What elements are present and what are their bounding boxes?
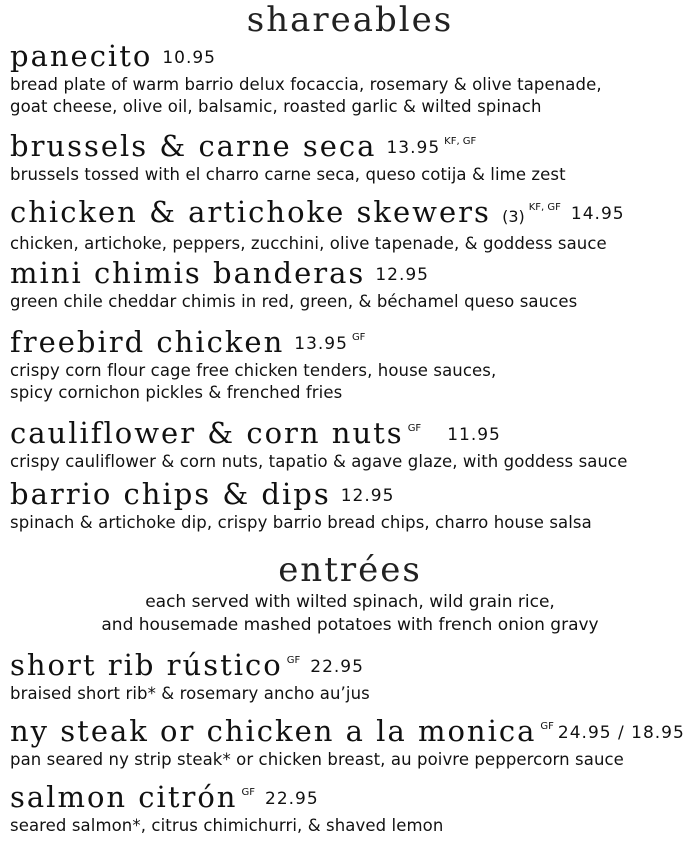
item-description-line-1: bread plate of warm barrio delux focaccia, rosemary & olive tapenade, — [10, 75, 602, 94]
item-price: 10.95 — [162, 48, 216, 68]
item-name: barrio chips & dips — [10, 477, 331, 511]
item-price: 11.95 — [447, 425, 501, 445]
item-name: chicken & artichoke skewers — [10, 195, 491, 229]
item-description-line-2: goat cheese, olive oil, balsamic, roasted garlic & wilted spinach — [10, 97, 542, 116]
item-name: brussels & carne seca — [10, 129, 377, 163]
dietary-tags: GF — [351, 332, 366, 343]
menu-item-freebird-chicken — [10, 322, 695, 404]
item-name: panecito — [10, 39, 153, 73]
item-description-line-1: brussels tossed with el charro carne seca, queso cotija & lime zest — [10, 165, 566, 184]
menu-item-salmon — [10, 777, 695, 837]
item-name: mini chimis banderas — [10, 256, 366, 290]
item-description-line-1: braised short rib* & rosemary ancho au’jus — [10, 684, 370, 703]
dietary-tags: KF, GF — [444, 136, 477, 147]
item-description-line-1: pan seared ny strip steak* or chicken breast, au poivre peppercorn sauce — [10, 750, 624, 769]
item-price: 13.95 — [386, 138, 441, 158]
item-name: salmon citrón — [10, 780, 238, 814]
item-price: 22.95 — [310, 657, 364, 677]
entrees-subtitle-line-1: each served with wilted spinach, wild grain rice, — [145, 592, 555, 612]
menu-item-short-rib — [10, 645, 695, 705]
shareables-heading: shareables — [246, 0, 454, 40]
item-description-line-2: spicy cornichon pickles & frenched fries — [10, 383, 343, 402]
menu-item-chips-dips — [10, 478, 695, 534]
item-description-line-1: spinach & artichoke dip, crispy barrio bread chips, charro house salsa — [10, 513, 592, 532]
entrees-heading: entrées — [278, 550, 422, 590]
item-price: 12.95 — [375, 265, 429, 285]
dietary-tags: GF — [407, 423, 422, 434]
item-price: 22.95 — [265, 789, 319, 809]
menu-item-cauliflower — [10, 413, 695, 473]
entrees-subtitle-line-2: and housemade mashed potatoes with french onion gravy — [101, 615, 599, 635]
item-description-line-1: crispy corn flour cage free chicken tenders, house sauces, — [10, 361, 497, 380]
menu-item-panecito — [10, 40, 695, 118]
menu-item-ny-steak — [10, 711, 695, 771]
item-description-line-1: chicken, artichoke, peppers, zucchini, olive tapenade, & goddess sauce — [10, 234, 607, 253]
menu-item-skewers — [10, 192, 695, 255]
menu-item-brussels — [10, 126, 695, 186]
item-name: cauliflower & corn nuts — [10, 416, 404, 450]
dietary-tags: GF — [286, 655, 301, 666]
menu-item-chimis — [10, 257, 695, 313]
item-price: 14.95 — [570, 204, 625, 224]
dietary-tags: GF — [540, 721, 554, 732]
item-price: 12.95 — [340, 486, 395, 506]
item-description-line-1: green chile cheddar chimis in red, green, & béchamel queso sauces — [10, 292, 578, 311]
item-name: short rib rústico — [10, 648, 283, 682]
dietary-tags: KF, GF — [528, 202, 561, 213]
item-name: ny steak or chicken a la monica — [10, 714, 537, 748]
item-description-line-1: crispy cauliflower & corn nuts, tapatio & agave glaze, with goddess sauce — [10, 452, 628, 471]
item-quantity: (3) — [502, 207, 525, 226]
item-price: 24.95 / 18.95 — [557, 723, 685, 743]
item-description-line-1: seared salmon*, citrus chimichurri, & shaved lemon — [10, 816, 444, 835]
item-price: 13.95 — [294, 334, 348, 354]
dietary-tags: GF — [241, 787, 255, 798]
item-name: freebird chicken — [10, 325, 285, 359]
